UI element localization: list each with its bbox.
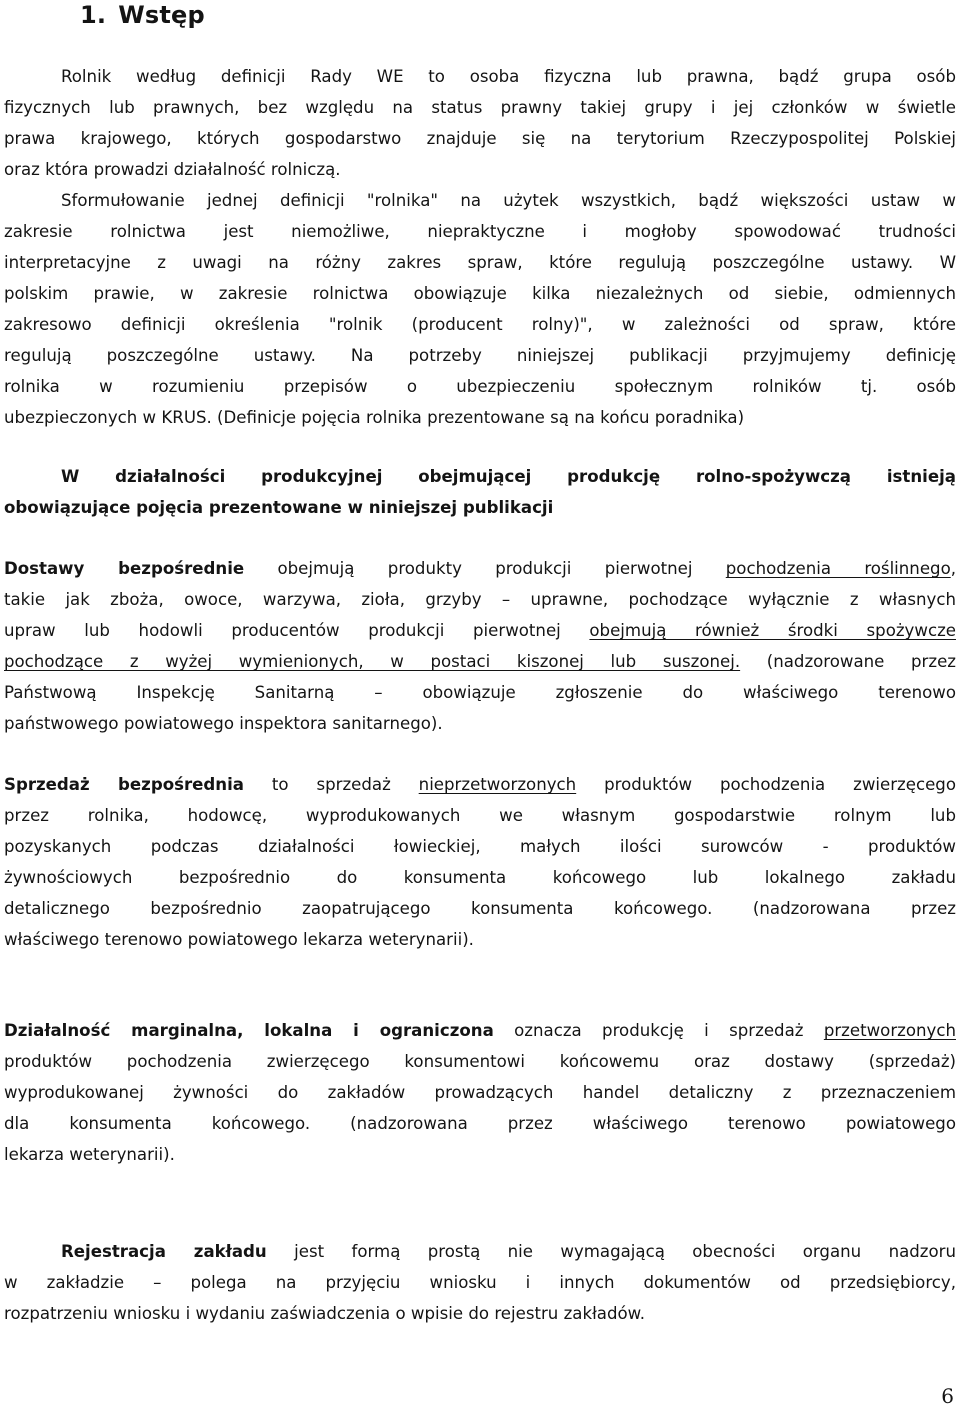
registration-paragraph xyxy=(4,1236,956,1329)
paragraph-line: wyprodukowanej żywności do zakładów prowadzących handel detaliczny z przeznaczeniem xyxy=(4,1083,956,1102)
text-run: produktów pochodzenia zwierzęcego xyxy=(576,775,956,794)
paragraph-line: pozyskanych podczas działalności łowieckiej, małych ilości surowców - produktów xyxy=(4,837,956,856)
paragraph-line: ubezpieczonych w KRUS. (Definicje pojęcia rolnika prezentowane są na końcu poradnika) xyxy=(4,408,745,427)
paragraph-line xyxy=(4,646,956,677)
paragraph-line: państwowego powiatowego inspektora sanitarnego). xyxy=(4,714,443,733)
paragraph-line xyxy=(4,615,956,646)
paragraph-line: polskim prawie, w zakresie rolnictwa obowiązuje kilka niezależnych od siebie, odmiennych xyxy=(4,284,956,303)
text-run: upraw lub hodowli producentów produkcji pierwotnej xyxy=(4,621,590,640)
text-run: , xyxy=(950,559,956,578)
underlined-text: nieprzetworzonych xyxy=(418,775,577,794)
paragraph-line: lekarza weterynarii). xyxy=(4,1145,175,1164)
paragraph-line: prawa krajowego, których gospodarstwo znajduje się na terytorium Rzeczypospolitej Polskiej xyxy=(4,129,956,148)
text-run: (nadzorowane przez xyxy=(740,652,956,671)
paragraph-line: interpretacyjne z uwagi na różny zakres spraw, które regulują poszczególne ustawy. W xyxy=(4,253,956,272)
text-run: obejmują produkty produkcji pierwotnej xyxy=(244,559,726,578)
section-number: 1. xyxy=(80,1,107,29)
paragraph-line xyxy=(4,553,956,584)
term-direct-supply: Dostawy bezpośrednie xyxy=(4,559,245,578)
direct-sale-paragraph xyxy=(4,769,956,955)
paragraph-line: Rolnik według definicji Rady WE to osoba fizyczna lub prawna, bądź grupa osób xyxy=(61,67,956,86)
direct-supply-paragraph xyxy=(4,553,956,739)
term-registration: Rejestracja zakładu xyxy=(61,1242,267,1261)
text-run: jest formą prostą nie wymagającą obecności organu nadzoru xyxy=(266,1242,956,1261)
term-direct-sale: Sprzedaż bezpośrednia xyxy=(4,775,245,794)
section-heading xyxy=(80,0,205,30)
paragraph-line xyxy=(4,1015,956,1046)
paragraph-line: Sformułowanie jednej definicji "rolnika" na użytek wszystkich, bądź większości ustaw w xyxy=(61,191,956,210)
underlined-text: przetworzonych xyxy=(823,1021,956,1040)
paragraph-line xyxy=(4,1236,956,1267)
paragraph-line xyxy=(4,769,956,800)
paragraph-line: oraz która prowadzi działalność rolniczą. xyxy=(4,160,341,179)
bold-subheading xyxy=(4,461,956,523)
paragraph-line: w zakładzie – polega na przyjęciu wniosku i innych dokumentów od przedsiębiorcy, xyxy=(4,1273,956,1292)
paragraph-line: rolnika w rozumieniu przepisów o ubezpieczeniu społecznym rolników tj. osób xyxy=(4,377,956,396)
paragraph-line: żywnościowych bezpośrednio do konsumenta końcowego lub lokalnego zakładu xyxy=(4,868,956,887)
underlined-text: pochodzące z wyżej wymienionych, w postaci kiszonej lub suszonej. xyxy=(4,652,741,671)
section-title: Wstęp xyxy=(118,1,205,29)
intro-paragraph xyxy=(4,61,956,433)
paragraph-line: Państwową Inspekcję Sanitarną – obowiązuje zgłoszenie do właściwego terenowo xyxy=(4,683,956,702)
paragraph-line: detalicznego bezpośrednio zaopatrującego konsumenta końcowego. (nadzorowana przez xyxy=(4,899,956,918)
paragraph-line: rozpatrzeniu wniosku i wydaniu zaświadczenia o wpisie do rejestru zakładów. xyxy=(4,1304,645,1323)
paragraph-line: takie jak zboża, owoce, warzywa, zioła, grzyby – uprawne, pochodzące wyłącznie z własnych xyxy=(4,590,956,609)
paragraph-line: fizycznych lub prawnych, bez względu na status prawny takiej grupy i jej członków w świetle xyxy=(4,98,956,117)
subheading-line: obowiązujące pojęcia prezentowane w niniejszej publikacji xyxy=(4,498,554,517)
page-number: 6 xyxy=(941,1384,954,1408)
paragraph-line: produktów pochodzenia zwierzęcego konsumentowi końcowemu oraz dostawy (sprzedaż) xyxy=(4,1052,956,1071)
paragraph-line: zakresowo definicji określenia "rolnik (producent rolny)", w zależności od spraw, które xyxy=(4,315,956,334)
term-marginal-activity: Działalność marginalna, lokalna i ograniczona xyxy=(4,1021,494,1040)
underlined-text: obejmują również środki spożywcze xyxy=(589,621,956,640)
text-run: oznacza produkcję i sprzedaż xyxy=(493,1021,824,1040)
marginal-activity-paragraph xyxy=(4,1015,956,1170)
paragraph-line: przez rolnika, hodowcę, wyprodukowanych we własnym gospodarstwie rolnym lub xyxy=(4,806,956,825)
paragraph-line: regulują poszczególne ustawy. Na potrzeby niniejszej publikacji przyjmujemy definicję xyxy=(4,346,956,365)
text-run: to sprzedaż xyxy=(244,775,419,794)
paragraph-line: zakresie rolnictwa jest niemożliwe, niepraktyczne i mogłoby spowodować trudności xyxy=(4,222,956,241)
paragraph-line: dla konsumenta końcowego. (nadzorowana przez właściwego terenowo powiatowego xyxy=(4,1114,956,1133)
subheading-line: W działalności produkcyjnej obejmującej produkcję rolno-spożywczą istnieją xyxy=(61,467,956,486)
paragraph-line: właściwego terenowo powiatowego lekarza weterynarii). xyxy=(4,930,474,949)
underlined-text: pochodzenia roślinnego xyxy=(725,559,951,578)
